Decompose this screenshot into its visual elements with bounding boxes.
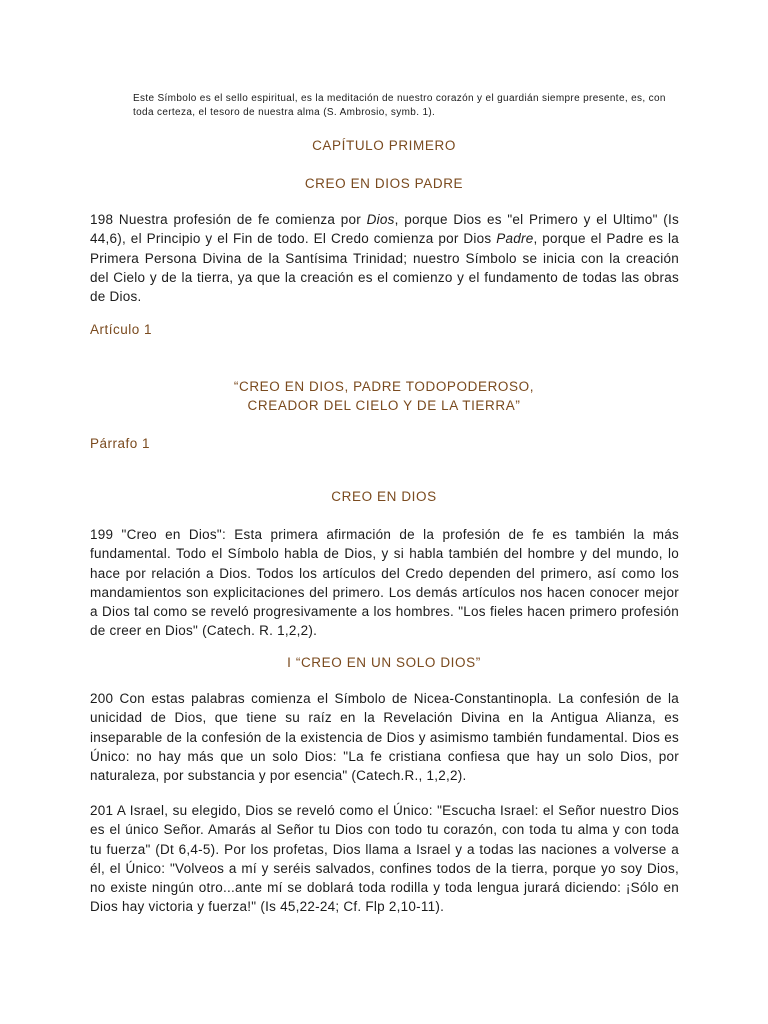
article-title-line2: CREADOR DEL CIELO Y DE LA TIERRA” (247, 398, 521, 413)
section-title: CREO EN DIOS (331, 489, 437, 504)
intro-quote: Este Símbolo es el sello espiritual, es la meditación de nuestro corazón y el guardián siempre presente, es, con toda certeza, el tesoro de nuestra alma (S. Ambrosio, symb. 1). (133, 93, 666, 118)
article-title-line1: “CREO EN DIOS, PADRE TODOPODEROSO, (233, 379, 535, 394)
paragraph-label: Párrafo 1 (90, 436, 151, 451)
p198-text-c: , porque el Padre es la Primera Persona Divina de la Santísima Trinidad; nuestro Símbolo se inicia con la creación del Cielo y de la tierra, ya que la creación es el comienzo y el fundamento de todas las obras de Dios. (90, 231, 679, 305)
article-label: Artículo 1 (90, 322, 153, 337)
p198-text-a: 198 Nuestra profesión de fe comienza por (90, 212, 367, 227)
chapter-subtitle: CREO EN DIOS PADRE (304, 176, 464, 191)
chapter-title: CAPÍTULO PRIMERO (312, 138, 456, 153)
paragraph-200: 200 Con estas palabras comienza el Símbolo de Nicea-Constantinopla. La confesión de la unicidad de Dios, que tiene su raíz en la Revelación Divina en la Antigua Alianza, es inseparable de la confesión de la existencia de Dios y asimismo también fundamental. Dios es Único: no hay más que un solo Dios: "La fe cristiana confiesa que hay un solo Dios, por naturaleza, por substancia y por esencia" (Catech.R., 1,2,2). (90, 691, 679, 784)
paragraph-198 (90, 210, 679, 306)
p198-dios: Dios (366, 212, 395, 227)
subsection-title: I “CREO EN UN SOLO DIOS” (287, 655, 481, 670)
paragraph-201: 201 A Israel, su elegido, Dios se reveló como el Único: "Escucha Israel: el Señor nuestro Dios es el único Señor. Amarás al Señor tu Dios con todo tu corazón, con toda tu alma y con toda tu fuerza" (Dt 6,4-5). Por los profetas, Dios llama a Israel y a todas las naciones a volverse a él, el Único: "Volveos a mí y seréis salvados, confines todos de la tierra, porque yo soy Dios, no existe ningún otro...ante mí se doblará toda rodilla y toda lengua jurará diciendo: ¡Sólo en Dios hay victoria y fuerza!" (Is 45,22-24; Cf. Flp 2,10-11). (90, 803, 679, 915)
paragraph-199: 199 "Creo en Dios": Esta primera afirmación de la profesión de fe es también la más fundamental. Todo el Símbolo habla de Dios, y si habla también del hombre y del mundo, lo hace por relación a Dios. Todos los artículos del Credo dependen del primero, así como los mandamientos son explicitaciones del primero. Los demás artículos nos hacen conocer mejor a Dios tal como se reveló progresivamente a los hombres. "Los fieles hacen primero profesión de creer en Dios" (Catech. R. 1,2,2). (90, 527, 679, 639)
p198-padre: Padre (496, 231, 534, 247)
p198-text-b: , porque Dios es "el Primero y el Ultimo" (Is 44,6), el Principio y el Fin de todo. El Credo comienza por Dios (90, 212, 679, 247)
